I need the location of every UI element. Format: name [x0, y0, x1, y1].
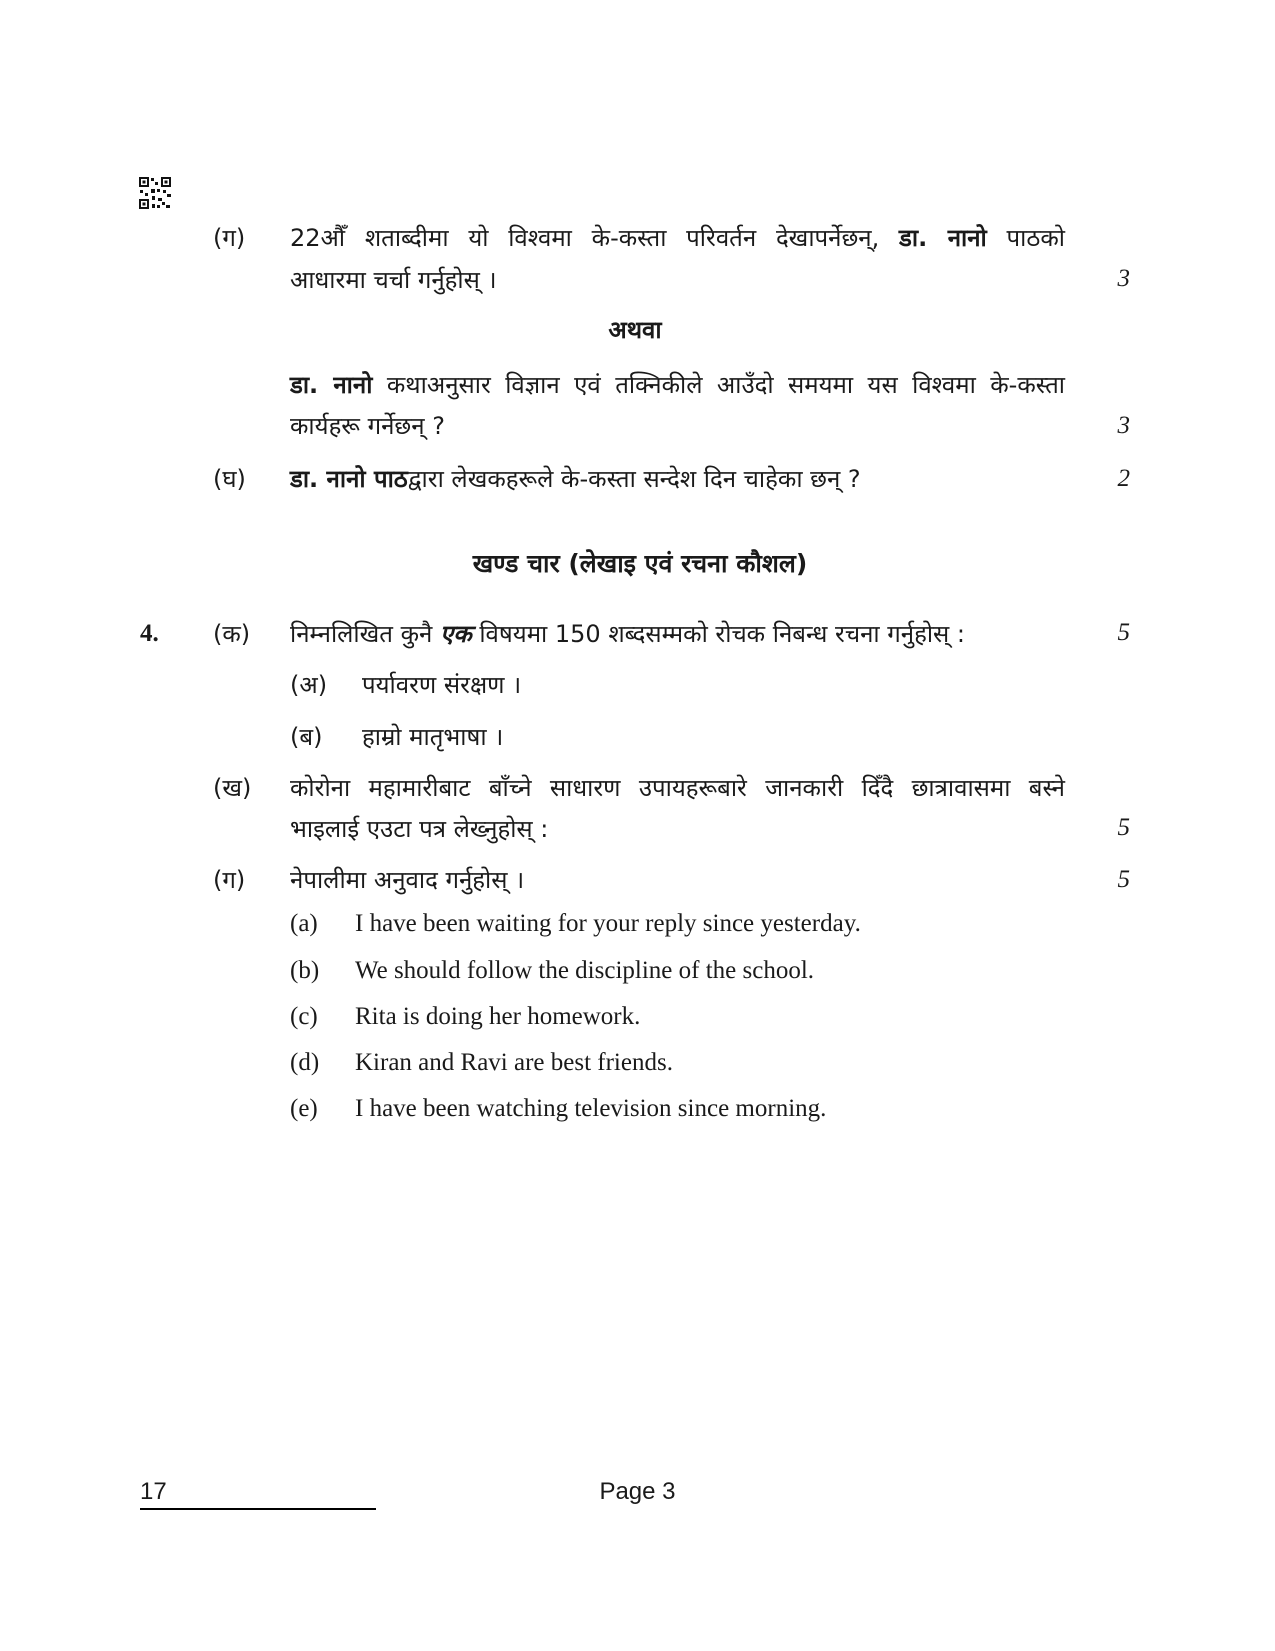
q3-gha-label: (घ)	[213, 465, 246, 493]
q3-alt-line1	[290, 368, 1065, 401]
qr-code-image	[138, 176, 172, 210]
q4-ga-label: (ग)	[213, 866, 246, 894]
q4-ka-marks: 5	[1117, 619, 1130, 646]
q4-ka-option-text: हाम्रो मातृभाषा ।	[362, 723, 504, 751]
q4-number: 4.	[140, 620, 159, 647]
section-title: खण्ड चार (लेखाइ एवं रचना कौशल)	[472, 549, 808, 578]
q4-kha-marks: 5	[1117, 814, 1130, 841]
q4-ka-label: (क)	[213, 620, 251, 648]
q3-gha-text-rest: द्वारा लेखकहरूले के-कस्ता सन्देश दिन चाहेका छन् ?	[407, 465, 861, 493]
q3-ga-marks: 3	[1117, 265, 1130, 292]
q3-ga-text-b: पाठको	[1006, 224, 1065, 252]
q4-ka-option-text: पर्यावरण संरक्षण ।	[362, 671, 522, 699]
q4-ga-marks: 5	[1117, 866, 1130, 893]
q3-alt-text-bold: डा. नानो	[290, 371, 373, 399]
q4-kha-label: (ख)	[213, 774, 252, 802]
q4-ka-text	[290, 617, 965, 650]
footer-code: 17	[140, 1478, 167, 1505]
q4-ka-text-a: निम्नलिखित कुनै	[290, 620, 433, 648]
sentence-label: (a)	[290, 910, 318, 937]
sentence-label: (c)	[290, 1003, 318, 1030]
or-separator: अथवा	[608, 316, 662, 344]
q3-alt-marks: 3	[1117, 412, 1130, 439]
q3-ga-line1	[290, 221, 1065, 254]
q3-gha-marks: 2	[1117, 465, 1130, 492]
sentence-text: We should follow the discipline of the school.	[355, 957, 815, 984]
q4-ka-option-label: (अ)	[290, 671, 328, 699]
q3-gha-text-bold: डा. नानो पाठ	[290, 465, 408, 493]
q3-ga-text-bold: डा. नानो	[899, 224, 987, 252]
page-number: Page 3	[599, 1478, 676, 1505]
sentence-text: I have been watching television since morning.	[355, 1095, 827, 1122]
q4-kha-line1: कोरोना महामारीबाट बाँच्ने साधारण उपायहरूबारे जानकारी दिँदै छात्रावासमा बस्ने	[290, 774, 1065, 802]
sentence-text: Rita is doing her homework.	[355, 1003, 641, 1030]
sentence-label: (d)	[290, 1049, 320, 1076]
sentence-text: Kiran and Ravi are best friends.	[355, 1049, 673, 1076]
q3-ga-label: (ग)	[213, 224, 246, 252]
q4-kha-line2: भाइलाई एउटा पत्र लेख्नुहोस् :	[290, 815, 549, 843]
footer-divider	[140, 1508, 376, 1510]
q3-ga-line2: आधारमा चर्चा गर्नुहोस् ।	[290, 266, 497, 294]
q3-alt-line2: कार्यहरू गर्नेछन् ?	[290, 412, 445, 440]
q4-ka-option-label: (ब)	[290, 723, 323, 751]
sentence-label: (e)	[290, 1095, 318, 1122]
q3-alt-text-rest: कथाअनुसार विज्ञान एवं तक्निकीले आउँदो समयमा यस विश्वमा के-कस्ता	[386, 371, 1065, 399]
q3-ga-text-a: 22औँ शताब्दीमा यो विश्वमा के-कस्ता परिवर्तन देखापर्नेछन्,	[290, 224, 880, 252]
q4-ka-text-bold: एक	[439, 620, 472, 648]
sentence-text: I have been waiting for your reply since yesterday.	[355, 910, 861, 937]
q4-ka-text-b: विषयमा 150 शब्दसम्मको रोचक निबन्ध रचना गर्नुहोस् :	[479, 620, 965, 648]
qr-code-icon	[138, 176, 172, 210]
q3-gha-text	[290, 462, 861, 495]
q4-ga-text: नेपालीमा अनुवाद गर्नुहोस् ।	[290, 866, 525, 894]
sentence-label: (b)	[290, 957, 320, 984]
